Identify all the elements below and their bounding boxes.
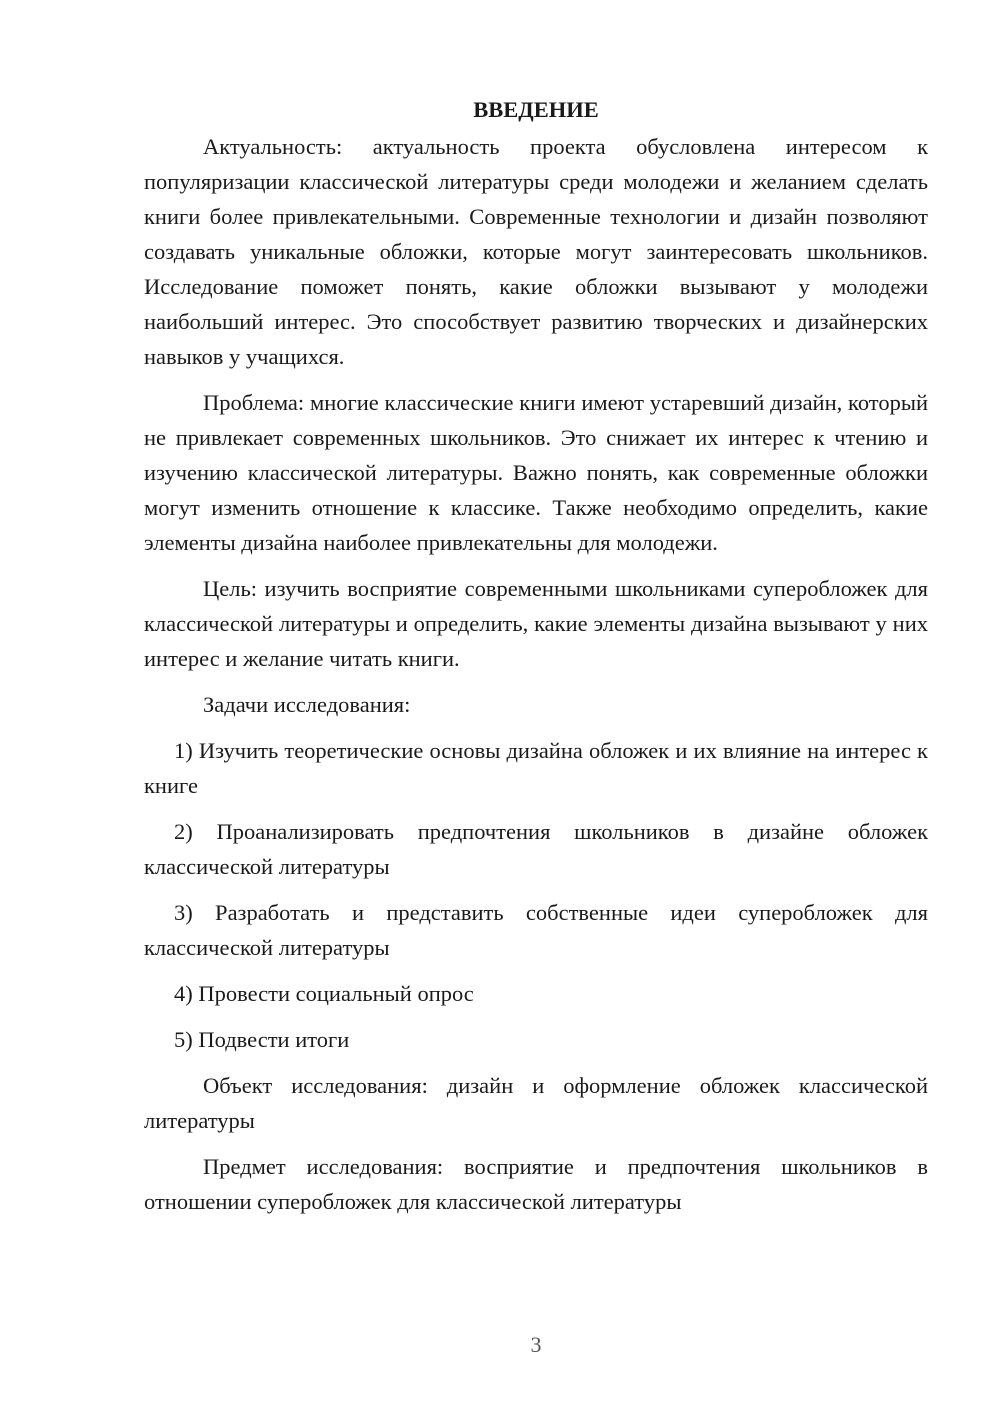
section-title: ВВЕДЕНИЕ <box>473 97 599 122</box>
task-item: 5) Подвести итоги <box>174 1027 350 1052</box>
task-item: 3) Разработать и представить собственные идеи суперобложек для классической литературы <box>144 900 928 960</box>
task-item: 2) Проанализировать предпочтения школьников в дизайне обложек классической литературы <box>144 819 928 879</box>
page-content <box>144 92 928 1230</box>
relevance-paragraph: Актуальность: актуальность проекта обусловлена интересом к популяризации классической литературы среди молодежи и желанием сделать книги более привлекательными. Современные технологии и дизайн позволяют создавать уникальные обложки, которые могут заинтересовать школьников. Исследование поможет понять, какие обложки вызывают у молодежи наибольший интерес. Это способствует развитию творческих и дизайнерских навыков у учащихся. <box>144 134 928 369</box>
research-subject-paragraph: Предмет исследования: восприятие и предпочтения школьников в отношении суперобложек для классической литературы <box>144 1154 928 1214</box>
goal-paragraph: Цель: изучить восприятие современными школьниками суперобложек для классической литературы и определить, какие элементы дизайна вызывают у них интерес и желание читать книги. <box>144 576 928 671</box>
problem-paragraph: Проблема: многие классические книги имеют устаревший дизайн, который не привлекает современных школьников. Это снижает их интерес к чтению и изучению классической литературы. Важно понять, как современные обложки могут изменить отношение к классике. Также необходимо определить, какие элементы дизайна наиболее привлекательны для молодежи. <box>144 390 928 555</box>
task-item: 4) Провести социальный опрос <box>174 981 474 1006</box>
research-object-paragraph: Объект исследования: дизайн и оформление обложек классической литературы <box>144 1073 928 1133</box>
page-number: 3 <box>530 1332 542 1357</box>
task-item: 1) Изучить теоретические основы дизайна обложек и их влияние на интерес к книге <box>144 738 928 798</box>
tasks-heading: Задачи исследования: <box>203 692 411 717</box>
